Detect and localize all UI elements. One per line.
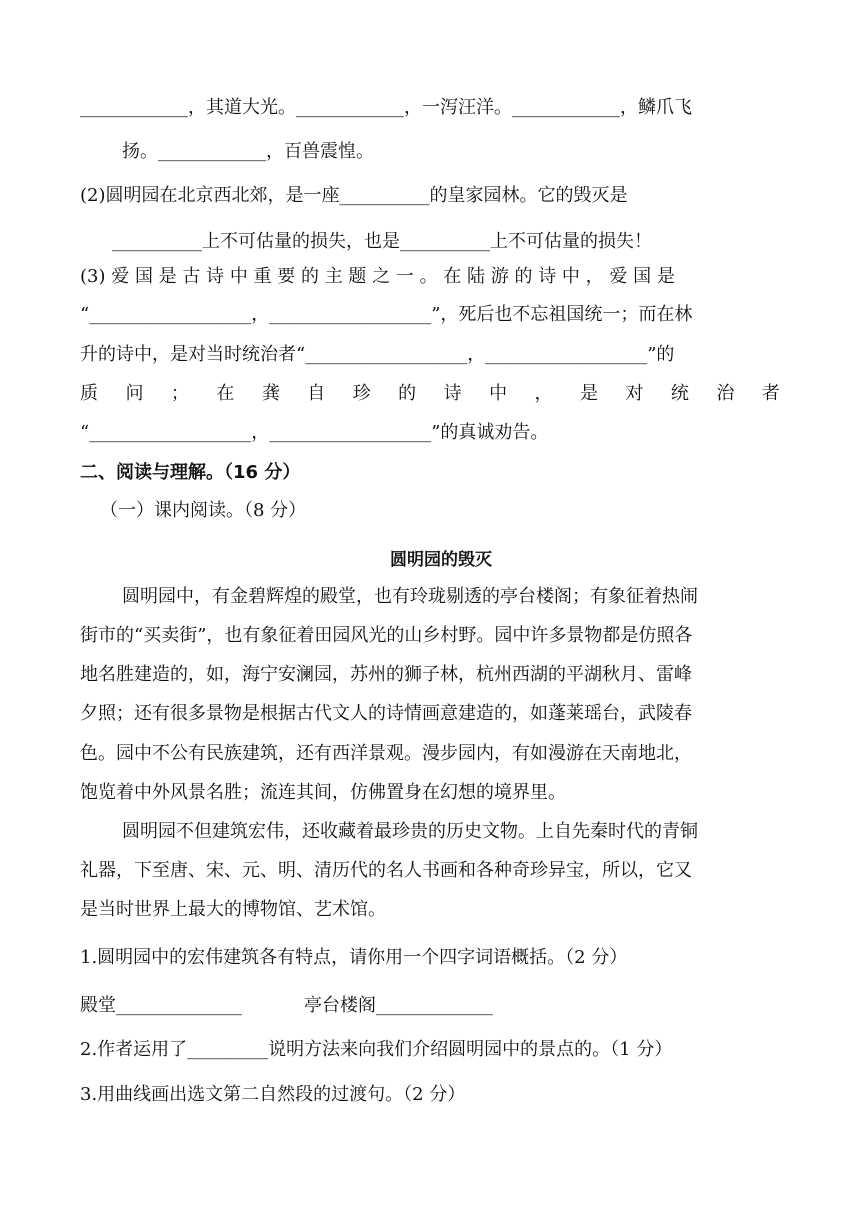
passage-p1-line-3: 地名胜建造的，如，海宁安澜园，苏州的狮子林，杭州西湖的平湖秋月、雷峰	[80, 664, 692, 685]
passage-p1-line-4: 夕照；还有很多景物是根据古代文人的诗情画意建造的，如蓬莱瑶台，武陵春	[80, 703, 692, 724]
passage-p2-line-1: 圆明园不但建筑宏伟，还收藏着最珍贵的历史文物。上自先秦时代的青铜	[122, 821, 698, 842]
part-heading: （一）课内阅读。（8 分）	[100, 500, 307, 521]
question-1: 1.圆明园中的宏伟建筑各有特点，请你用一个四字词语概括。（2 分）	[80, 947, 628, 968]
justified-char: 质	[80, 383, 98, 404]
justified-char: 诗	[443, 383, 462, 404]
fill-line-1: ____________，其道大光。____________，一泻汪洋。____________，鳞爪飞	[80, 97, 692, 118]
fill-line-2: 扬。____________，百兽震惶。	[122, 141, 374, 162]
passage-title: 圆明园的毁灭	[390, 550, 492, 570]
passage-p1-line-1: 圆明园中，有金碧辉煌的殿堂，也有玲珑剔透的亭台楼阁；有象征着热闹	[122, 586, 698, 607]
justified-char: 珍	[352, 383, 371, 404]
question-2-line-1: (2)圆明园在北京西北郊，是一座__________的皇家园林。它的毁灭是	[80, 185, 628, 206]
question-3-line-1: (3) 爱 国 是 古 诗 中 重 要 的 主 题 之 一 。 在 陆 游 的 诗 中 ， 爱 国 是	[80, 266, 675, 287]
section-heading: 二、阅读与理解。（16 分）	[80, 462, 301, 483]
question-3-line-3: 升的诗中，是对当时统治者“__________________，__________________”的	[80, 344, 675, 365]
justified-char: 问	[125, 383, 144, 404]
question-1-answer-a: 殿堂______________	[80, 995, 242, 1016]
question-2: 2.作者运用了_________说明方法来向我们介绍圆明园中的景点的。（1 分）	[80, 1039, 673, 1060]
question-2-line-2: __________上不可估量的损失，也是__________上不可估量的损失！	[112, 231, 652, 252]
justified-char: 统	[670, 383, 689, 404]
justified-char: 的	[398, 383, 417, 404]
justified-char: ，	[534, 383, 553, 404]
passage-p1-line-6: 饱览着中外风景名胜；流连其间，仿佛置身在幻想的境界里。	[80, 782, 566, 803]
justified-char: 龚	[261, 383, 280, 404]
question-3: 3.用曲线画出选文第二自然段的过渡句。（2 分）	[80, 1084, 466, 1105]
justified-char: 者	[761, 383, 780, 404]
justified-char: 对	[625, 383, 644, 404]
passage-p1-line-2: 街市的“买卖街”，也有象征着田园风光的山乡村野。园中许多景物都是仿照各	[80, 625, 693, 646]
passage-p1-line-5: 色。园中不公有民族建筑，还有西洋景观。漫步园内，有如漫游在天南地北，	[80, 743, 692, 764]
justified-char: 自	[307, 383, 326, 404]
passage-p2-line-3: 是当时世界上最大的博物馆、艺术馆。	[80, 899, 386, 920]
justified-char: 治	[716, 383, 735, 404]
justified-char: 中	[489, 383, 508, 404]
question-3-line-4	[80, 382, 780, 406]
question-3-line-5: “__________________，__________________”的真诚劝告。	[80, 422, 549, 443]
justified-char: ；	[170, 383, 189, 404]
question-1-answer-b: 亭台楼阁_____________	[304, 995, 493, 1016]
question-3-line-2: “__________________，__________________”，死后也不忘祖国统一；而在林	[80, 304, 693, 325]
justified-char: 在	[216, 383, 235, 404]
passage-p2-line-2: 礼器，下至唐、宋、元、明、清历代的名人书画和各种奇珍异宝，所以，它又	[80, 860, 692, 881]
justified-char: 是	[579, 383, 598, 404]
